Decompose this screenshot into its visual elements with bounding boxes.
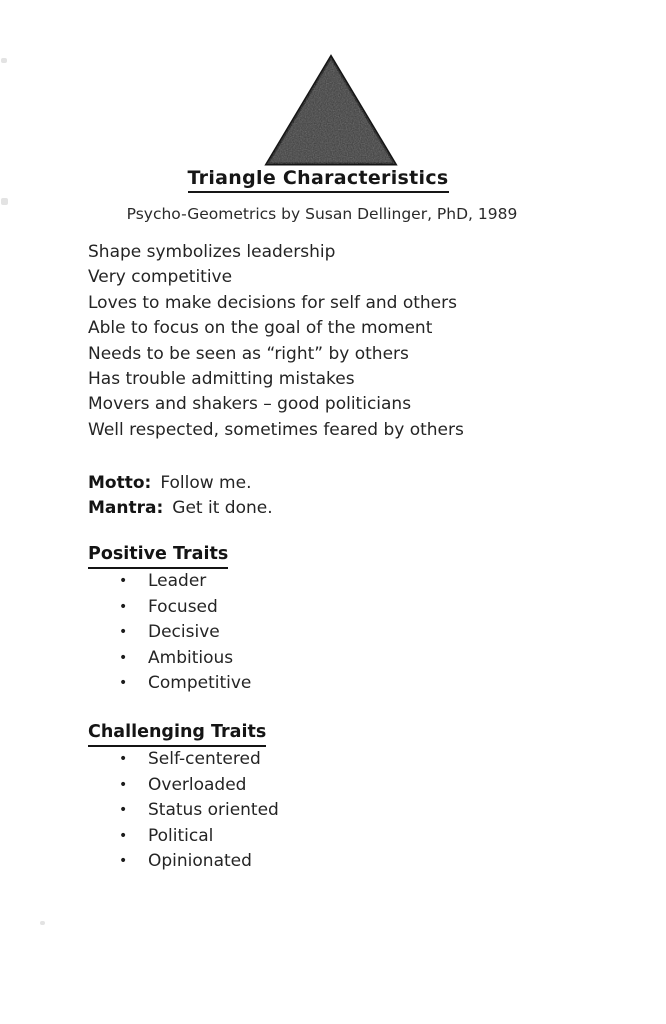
characteristic-line: Needs to be seen as “right” by others: [88, 343, 409, 364]
characteristic-line: Able to focus on the goal of the moment: [88, 318, 433, 339]
bullet-icon: •: [119, 573, 128, 590]
list-item: [88, 849, 508, 874]
motto-text: Follow me.: [160, 473, 252, 493]
list-item: [88, 798, 508, 823]
challenging-traits-list: [88, 747, 508, 874]
triangle-graphic: [264, 54, 398, 167]
scan-speck: [1, 198, 8, 205]
characteristic-line: Well respected, sometimes feared by others: [88, 419, 464, 440]
list-item: [88, 595, 508, 620]
trait-label: Focused: [148, 596, 218, 617]
motto-label: Motto:: [88, 473, 152, 493]
bullet-icon: •: [119, 624, 128, 641]
attribution-line: Psycho-Geometrics by Susan Dellinger, PhD, 1989: [126, 205, 518, 223]
triangle-noise-texture: [267, 57, 395, 164]
list-item: [88, 773, 508, 798]
characteristic-line: Loves to make decisions for self and others: [88, 292, 457, 313]
mantra-text: Get it done.: [172, 498, 273, 519]
challenging-traits-heading: Challenging Traits: [88, 721, 266, 747]
characteristics-list: [88, 240, 588, 443]
bullet-icon: •: [119, 598, 128, 615]
list-item: [88, 671, 508, 696]
trait-label: Opinionated: [148, 851, 252, 872]
positive-traits-heading: Positive Traits: [88, 543, 228, 569]
bullet-icon: •: [119, 853, 128, 870]
triangle-icon: [264, 54, 398, 167]
title-row: [0, 167, 666, 193]
characteristic-line: Movers and shakers – good politicians: [88, 394, 412, 415]
trait-label: Overloaded: [148, 774, 247, 795]
trait-label: Self-centered: [148, 749, 261, 770]
trait-label: Decisive: [148, 622, 220, 643]
list-item: [88, 569, 508, 594]
list-item: [88, 646, 508, 671]
trait-label: Political: [148, 825, 214, 846]
challenging-traits-section: [88, 720, 508, 874]
trait-label: Status oriented: [148, 800, 279, 821]
motto-line: [88, 471, 508, 496]
bullet-icon: •: [119, 776, 128, 793]
trait-label: Ambitious: [148, 647, 234, 668]
characteristic-line: Very competitive: [88, 267, 233, 288]
bullet-icon: •: [119, 675, 128, 692]
characteristic-line: Shape symbolizes leadership: [88, 242, 336, 262]
positive-traits-section: [88, 542, 508, 696]
list-item: [88, 747, 508, 772]
page-title: Triangle Characteristics: [188, 167, 449, 193]
trait-label: Competitive: [148, 673, 252, 694]
bullet-icon: •: [119, 649, 128, 666]
list-item: [88, 620, 508, 645]
scan-speck: [1, 58, 7, 63]
positive-traits-list: [88, 569, 508, 696]
mantra-line: [88, 496, 508, 521]
characteristic-line: Has trouble admitting mistakes: [88, 369, 355, 390]
bullet-icon: •: [119, 802, 128, 819]
bullet-icon: •: [119, 751, 128, 768]
bullet-icon: •: [119, 827, 128, 844]
motto-mantra-block: [88, 471, 508, 522]
mantra-label: Mantra:: [88, 498, 164, 519]
trait-label: Leader: [148, 571, 207, 592]
scan-speck: [40, 921, 45, 925]
list-item: [88, 824, 508, 849]
